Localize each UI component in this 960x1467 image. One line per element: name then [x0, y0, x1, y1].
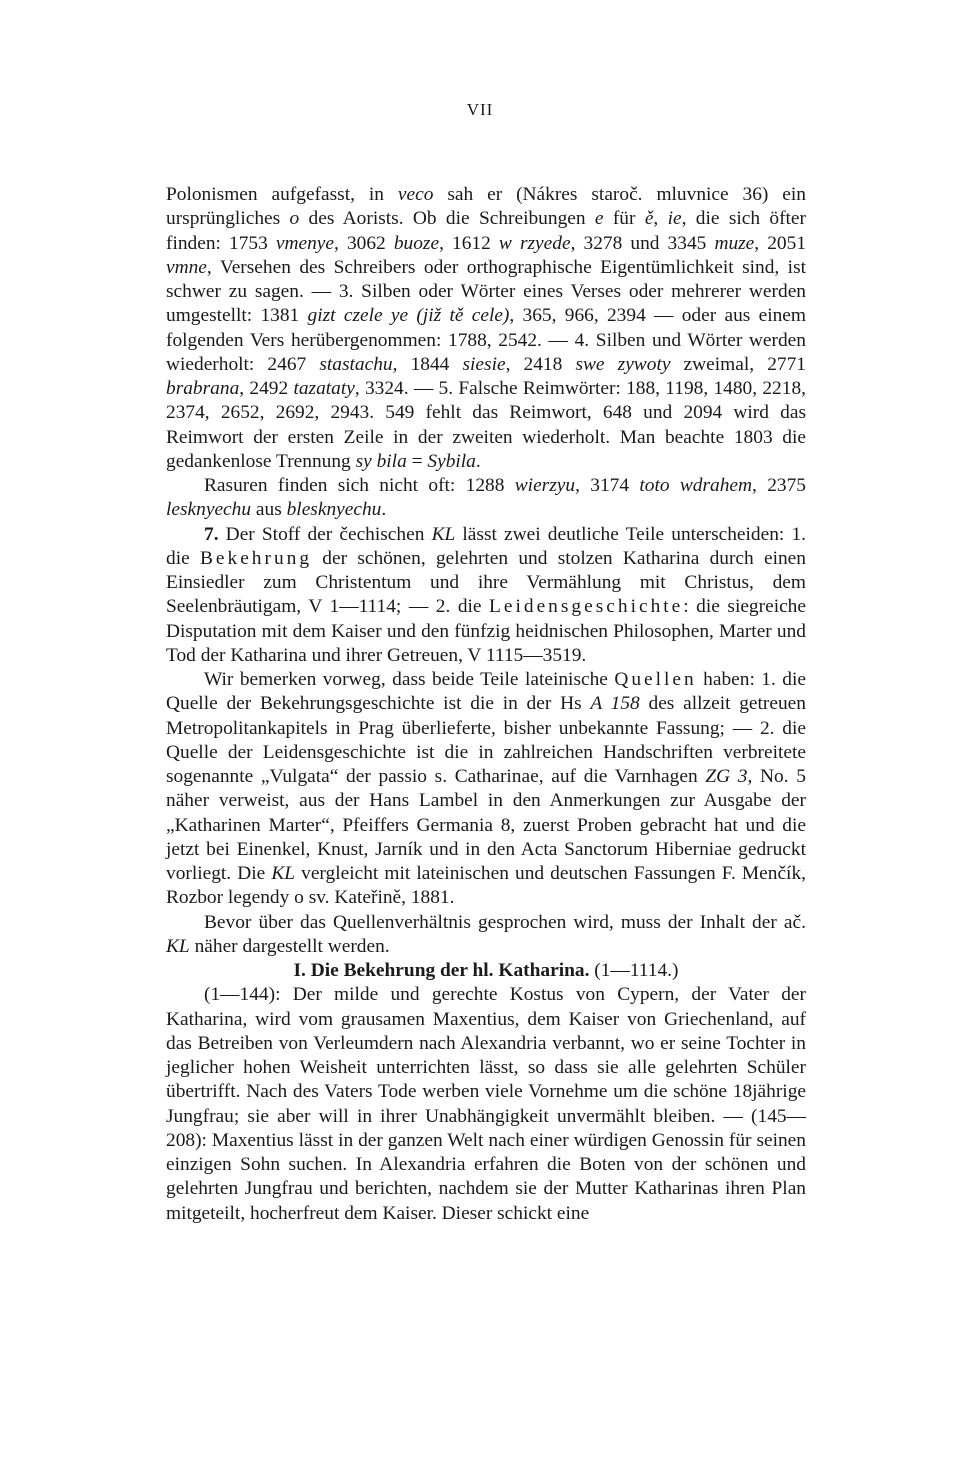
italic-term: swe zywoty — [575, 353, 671, 375]
paragraph-quellen: Wir bemerken vorweg, dass beide Teile lateinische Quellen haben: 1. die Quelle der Bekehrungsgeschichte ist die in der Hs A 158 des allzeit getreuen Metropolitankapitels in Prag überlieferte, bisher unbekannte Fassung; — 2. die Quelle der Leidensgeschichte ist die in zahlreichen Handschriften verbreitete sogenannte „Vulgata“ der passio s. Catharinae, auf die Varnhagen ZG 3, No. 5 näher verweist, aus der Hans Lambel in den Anmerkungen zur Ausgabe der „Katharinen Marter“, Pfeiffers Germania 8, zuerst Proben gebracht hat und die jetzt bei Einenkel, Knust, Jarník und in den Acta Sanctorum Hiberniae gedruckt vorliegt. Die KL vergleicht mit lateinischen und deutschen Fassungen F. Menčík, Rozbor legendy o sv. Kateřině, 1881. — [166, 669, 806, 909]
section-number: 7. — [204, 523, 219, 545]
section-heading — [166, 959, 806, 983]
italic-term: stastachu — [319, 353, 393, 375]
italic-term: ZG 3 — [705, 766, 748, 787]
italic-term: wierzyu — [514, 475, 576, 496]
italic-term: lesknyechu — [166, 499, 252, 521]
italic-term: toto wdrahem — [639, 475, 753, 496]
paragraph-rasuren: Rasuren finden sich nicht oft: 1288 wierzyu, 3174 toto wdrahem, 2375 lesknyechu aus blesknyechu. — [166, 475, 806, 521]
italic-term: ie — [667, 208, 682, 230]
spaced-emphasis: Bekehrung — [199, 547, 313, 569]
italic-term: ě — [644, 208, 654, 230]
page-body — [166, 183, 806, 1226]
italic-term: e — [594, 208, 604, 230]
italic-term: gizt czele ye (již tě cele) — [307, 305, 510, 327]
spaced-emphasis: Quellen — [614, 669, 697, 690]
italic-term: Sybila — [427, 450, 476, 472]
paragraph-summary: (1—144): Der milde und gerechte Kostus von Cypern, der Vater der Katharina, wird vom grausamen Maxentius, dem Kaiser von Griechenland, auf das Betreiben von Verleumdern nach Alexandria verbannt, wo er seine Tochter in jeglicher hohen Weisheit unterrichten lässt, so dass sie alle gelehrten Schüler übertrifft. Nach des Vaters Tode werben viele Vornehme um die schöne 18jährige Jungfrau; sie aber will in ihrer Unabhängigkeit unvermählt bleiben. — (145—208): Maxentius lässt in der ganzen Welt nach einer würdigen Genossin für seinen einzigen Sohn suchen. In Alexandria erfahren die Boten von der schönen und gelehrten Jungfrau und berichten, nachdem sie der Mutter Katharinas ihren Plan mitgeteilt, hocherfreut dem Kaiser. Dieser schickt eine — [166, 984, 806, 1224]
italic-term: KL — [271, 863, 296, 884]
italic-term: A 158 — [590, 693, 640, 715]
italic-term: buoze — [393, 232, 440, 254]
italic-term: w rzyede — [498, 232, 571, 254]
page-number: VII — [466, 100, 494, 119]
italic-term: KL — [166, 935, 190, 957]
paragraph-section-7: 7. Der Stoff der čechischen KL lässt zwei deutliche Teile unterscheiden: 1. die Bekehrung der schönen, gelehrten und stolzen Katharina durch einen Einsiedler zum Christentum und ihre Vermählung mit Christus, dem Seelenbräutigam, V 1—1114; — 2. die Leidensgeschichte: die siegreiche Disputation mit dem Kaiser und den fünfzig heidnischen Philosophen, Marter und Tod der Katharina und ihrer Getreuen, V 1115—3519. — [166, 523, 806, 666]
italic-term: siesie — [462, 353, 506, 375]
italic-term: tazataty — [293, 378, 355, 399]
section-heading-title: I. Die Bekehrung der hl. Katharina. — [293, 960, 590, 981]
section-heading-range: (1—1114.) — [594, 960, 679, 981]
italic-term: muze — [714, 232, 755, 254]
paragraph-quellenverhaeltnis: Bevor über das Quellenverhältnis gesprochen wird, muss der Inhalt der ač. KL näher dargestellt werden. — [166, 911, 806, 957]
italic-term: blesknyechu — [286, 499, 382, 521]
spaced-emphasis: Leidensgeschichte — [489, 596, 684, 618]
italic-term: brabrana — [166, 378, 240, 399]
italic-term: o — [289, 208, 300, 230]
italic-term: sy bila — [355, 450, 407, 472]
italic-term: KL — [431, 523, 456, 545]
paragraph-polonismen: Polonismen aufgefasst, in veco sah er (Nákres staroč. mluvnice 36) ein ursprüngliches o des Aorists. Ob die Schreibungen e für ě, ie, die sich öfter finden: 1753 vmenye, 3062 buoze, 1612 w rzyede, 3278 und 3345 muze, 2051 vmne, Versehen des Schreibers oder orthographische Eigentümlichkeit sind, ist schwer zu sagen. — 3. Silben oder Wörter eines Verses oder mehrerer werden umgestellt: 1381 gizt czele ye (již tě cele), 365, 966, 2394 — oder aus einem folgenden Vers herübergenommen: 1788, 2542. — 4. Silben und Wörter werden wiederholt: 2467 stastachu, 1844 siesie, 2418 swe zywoty zweimal, 2771 brabrana, 2492 tazataty, 3324. — 5. Falsche Reimwörter: 188, 1198, 1480, 2218, 2374, 2652, 2692, 2943. 549 fehlt das Reimwort, 648 und 2094 wird das Reimwort der ersten Zeile in der zweiten wiederholt. Man beachte 1803 die gedankenlose Trennung sy bila = Sybila. — [166, 184, 807, 472]
italic-term: vmenye — [275, 232, 335, 254]
italic-term: vmne — [166, 256, 207, 278]
italic-term: veco — [397, 184, 434, 205]
